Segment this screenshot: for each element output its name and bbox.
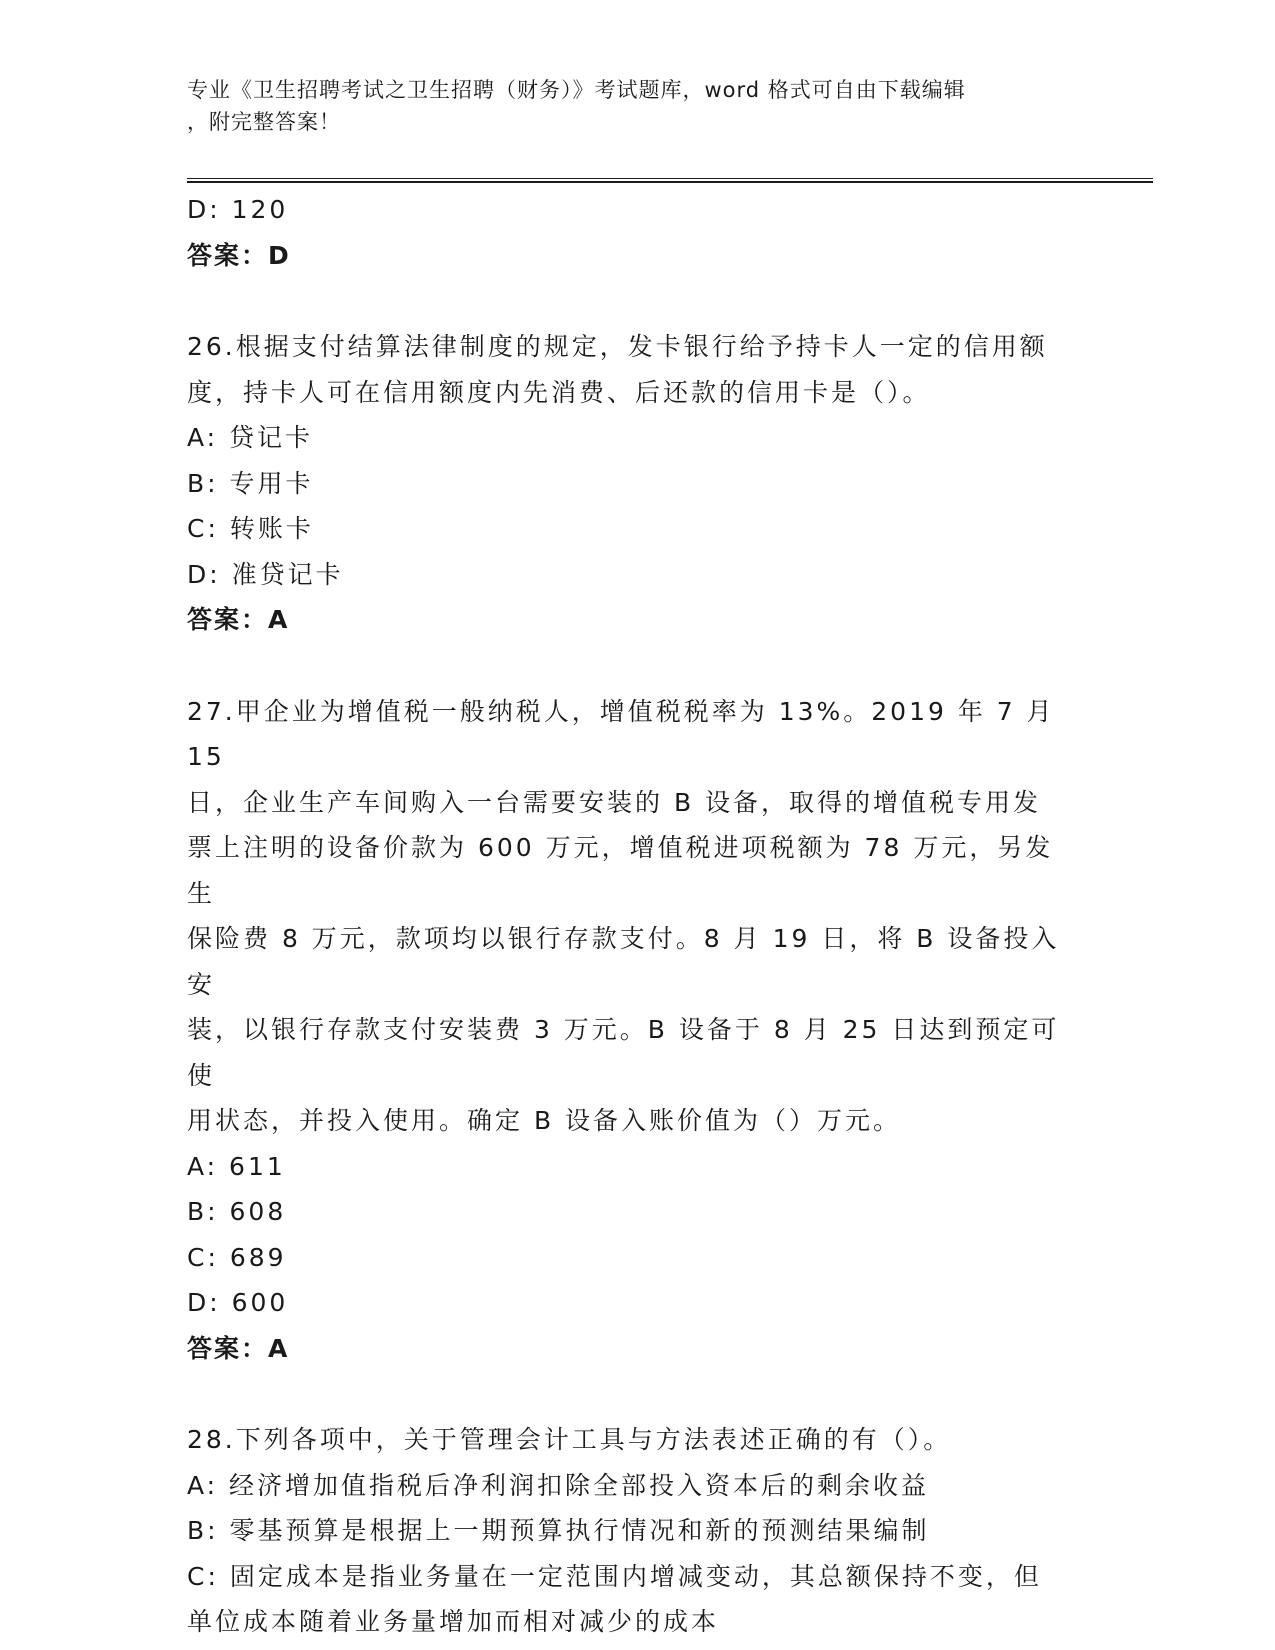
question-stem (187, 324, 1077, 415)
option-a: A: 经济增加值指税后净利润扣除全部投入资本后的剩余收益 (187, 1470, 930, 1500)
option-a: A: 贷记卡 (187, 423, 314, 452)
header-divider (187, 178, 1153, 183)
option-b: B: 608 (187, 1197, 287, 1226)
option-a: A: 611 (187, 1151, 286, 1181)
question-28 (187, 1417, 1077, 1645)
question-list (187, 187, 1077, 1645)
question-26 (187, 324, 1077, 643)
stem-line: 28.下列各项中，关于管理会计工具与方法表述正确的有（）。 (187, 1425, 952, 1454)
answer-line: 答案：A (187, 1333, 290, 1363)
stem-line: 用状态，并投入使用。确定 B 设备入账价值为（）万元。 (187, 1106, 902, 1135)
option-c-continued: 单位成本随着业务量增加而相对减少的成本 (187, 1607, 720, 1636)
option-c: C: 转账卡 (187, 514, 314, 543)
stem-line: 日，企业生产车间购入一台需要安装的 B 设备，取得的增值税专用发 (187, 787, 1042, 817)
stem-line: 保险费 8 万元，款项均以银行存款支付。8 月 19 日，将 B 设备投入安 (187, 924, 1060, 999)
stem-line: 装，以银行存款支付安装费 3 万元。B 设备于 8 月 25 日达到预定可使 (187, 1015, 1060, 1090)
question-27 (187, 689, 1077, 1372)
stem-line: 度，持卡人可在信用额度内先消费、后还款的信用卡是（）。 (187, 377, 931, 407)
stem-line: 票上注明的设备价款为 600 万元，增值税进项税额为 78 万元，另发生 (187, 833, 1054, 908)
stem-line: 26.根据支付结算法律制度的规定，发卡银行给予持卡人一定的信用额 (187, 332, 1048, 361)
option-d: D: 120 (187, 195, 289, 224)
answer-line: 答案：A (187, 605, 290, 634)
page-header (187, 74, 1067, 138)
question-stem (187, 689, 1077, 1144)
header-line-2: ，附完整答案！ (187, 110, 341, 134)
option-c: C: 固定成本是指业务量在一定范围内增减变动，其总额保持不变，但 (187, 1561, 1042, 1591)
spacer (187, 643, 1077, 689)
option-b: B: 专用卡 (187, 468, 314, 498)
option-d: D: 600 (187, 1288, 289, 1317)
question-stem (187, 1417, 1077, 1463)
option-c: C: 689 (187, 1242, 287, 1272)
answer-line: 答案：D (187, 240, 291, 270)
option-d: D: 准贷记卡 (187, 559, 344, 589)
option-b: B: 零基预算是根据上一期预算执行情况和新的预测结果编制 (187, 1516, 930, 1545)
spacer (187, 1371, 1077, 1417)
stem-line: 27.甲企业为增值税一般纳税人，增值税税率为 13%。2019 年 7 月 15 (187, 696, 1055, 771)
spacer (187, 278, 1077, 324)
header-line-1: 专业《卫生招聘考试之卫生招聘（财务）》考试题库，word 格式可自由下载编辑 (187, 78, 966, 102)
previous-question-tail (187, 187, 1077, 278)
